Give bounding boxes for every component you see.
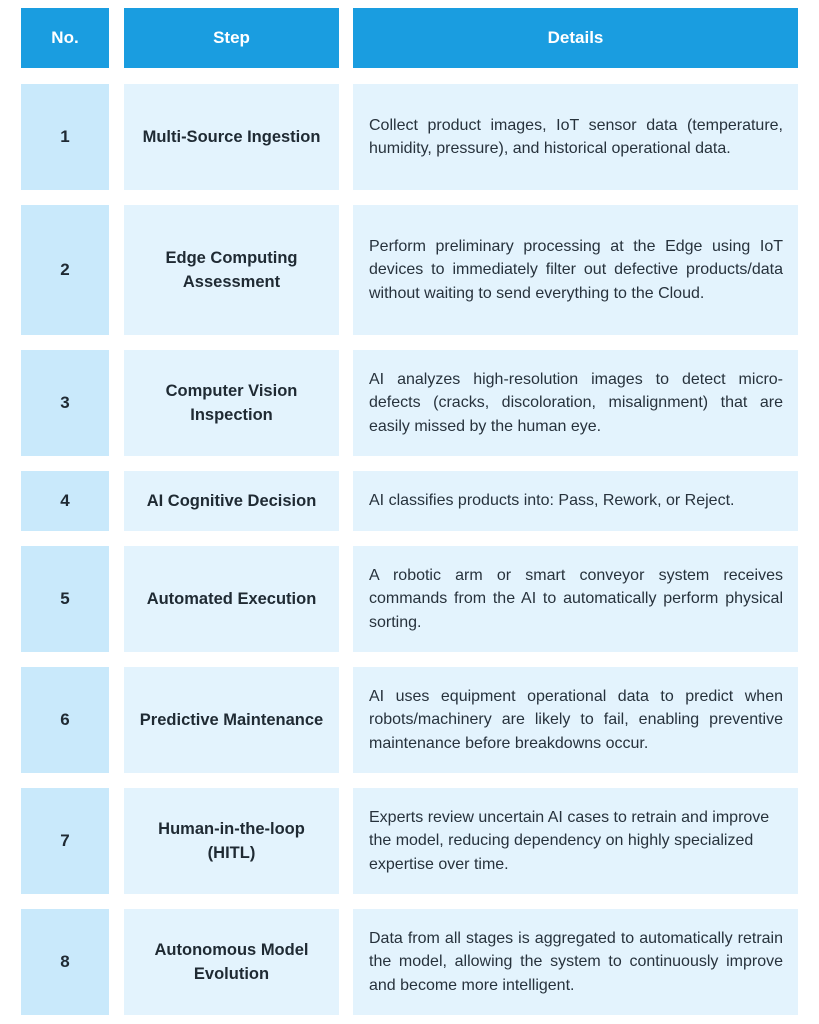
row-number: 5 <box>60 589 70 608</box>
row-number-cell <box>21 546 109 652</box>
table-row <box>0 205 819 335</box>
table-row <box>0 788 819 894</box>
row-number: 4 <box>60 491 70 510</box>
row-details-cell <box>353 546 798 652</box>
header-no: No. <box>21 8 109 68</box>
row-step-cell <box>124 471 339 531</box>
row-details-text: Perform preliminary processing at the Edge using IoT devices to immediately filter out defective products/data without waiting to send everything to the Cloud. <box>369 237 783 302</box>
row-details-cell <box>353 471 798 531</box>
row-details-cell <box>353 788 798 894</box>
row-step-name: Computer Vision Inspection <box>165 382 298 424</box>
row-number: 1 <box>60 127 70 146</box>
row-number-cell <box>21 667 109 773</box>
table-row <box>0 350 819 456</box>
row-step-name: Human-in-the-loop (HITL) <box>158 820 305 862</box>
row-number: 7 <box>60 831 70 850</box>
row-step-name: Automated Execution <box>146 590 317 608</box>
row-step-cell <box>124 205 339 335</box>
row-details-text: AI analyzes high-resolution images to detect micro-defects (cracks, discoloration, misalignment) that are easily missed by the human eye. <box>369 370 783 435</box>
row-details-text: Collect product images, IoT sensor data (temperature, humidity, pressure), and historical operational data. <box>369 116 783 157</box>
row-step-cell <box>124 788 339 894</box>
row-step-cell <box>124 667 339 773</box>
row-number: 6 <box>60 710 70 729</box>
header-step: Step <box>124 8 339 68</box>
row-details-cell <box>353 667 798 773</box>
row-number-cell <box>21 350 109 456</box>
row-number-cell <box>21 205 109 335</box>
row-number: 3 <box>60 393 70 412</box>
table-header-row <box>0 8 819 68</box>
row-number-cell <box>21 909 109 1015</box>
row-step-name: AI Cognitive Decision <box>146 492 317 510</box>
table-row <box>0 471 819 531</box>
row-details-text: Data from all stages is aggregated to automatically retrain the model, allowing the system to continuously improve and become more intelligent. <box>369 929 783 994</box>
row-details-cell <box>353 205 798 335</box>
table-row <box>0 909 819 1015</box>
row-number-cell <box>21 84 109 190</box>
table-row <box>0 667 819 773</box>
row-details-cell <box>353 350 798 456</box>
row-details-cell <box>353 909 798 1015</box>
header-details: Details <box>353 8 798 68</box>
table-row <box>0 84 819 190</box>
row-details-text: AI uses equipment operational data to predict when robots/machinery are likely to fail, enabling preventive maintenance before breakdowns occur. <box>369 687 783 752</box>
row-details-text: AI classifies products into: Pass, Rework, or Reject. <box>369 492 735 510</box>
row-step-cell <box>124 350 339 456</box>
row-details-text: A robotic arm or smart conveyor system receives commands from the AI to automatically perform physical sorting. <box>369 566 783 631</box>
row-step-cell <box>124 546 339 652</box>
row-number-cell <box>21 788 109 894</box>
row-step-name: Predictive Maintenance <box>139 711 324 729</box>
row-step-name: Edge Computing Assessment <box>165 249 298 291</box>
row-number: 2 <box>60 260 70 279</box>
row-details-cell <box>353 84 798 190</box>
row-details-text: Experts review uncertain AI cases to retrain and improve the model, reducing dependency on highly specialized expertise over time. <box>369 808 770 873</box>
row-step-name: Autonomous Model Evolution <box>154 941 309 983</box>
row-step-name: Multi-Source Ingestion <box>142 128 321 146</box>
table-row <box>0 546 819 652</box>
row-step-cell <box>124 909 339 1015</box>
row-number: 8 <box>60 952 70 971</box>
row-step-cell <box>124 84 339 190</box>
row-number-cell <box>21 471 109 531</box>
